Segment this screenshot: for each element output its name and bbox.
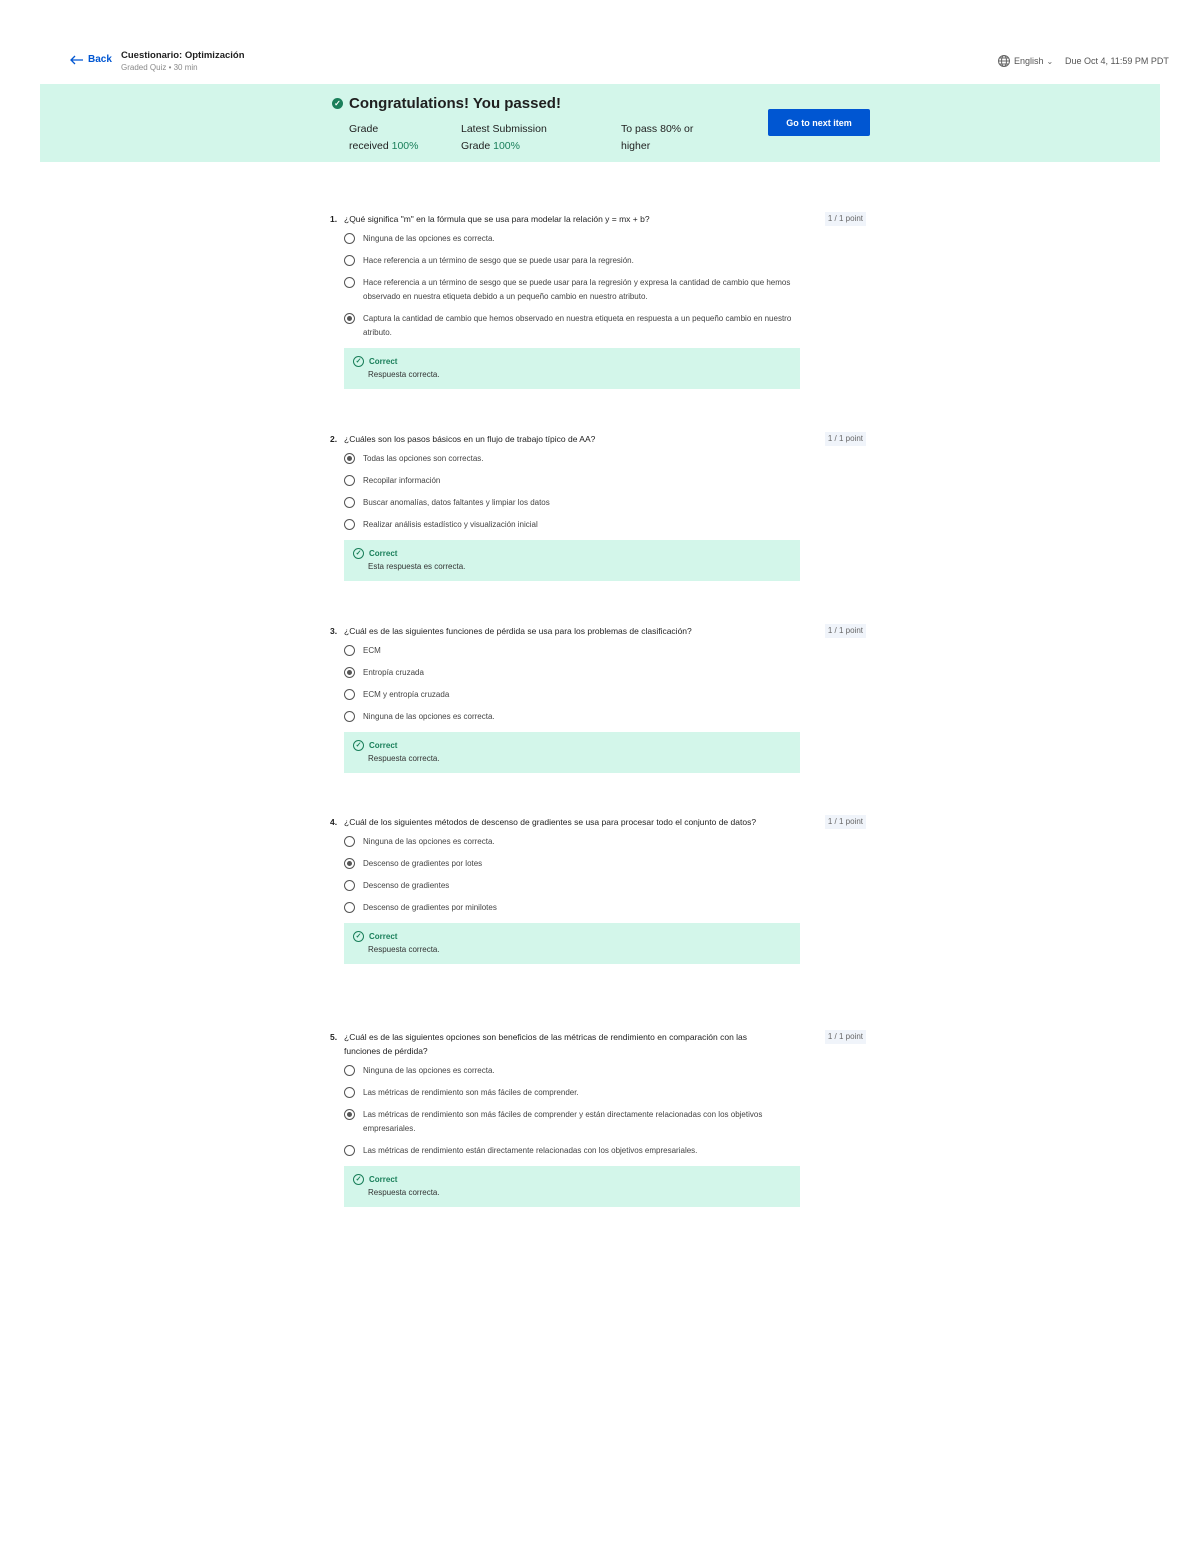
radio-button[interactable] [344,1065,355,1076]
go-to-next-item-button[interactable]: Go to next item [768,109,870,136]
answer-option[interactable] [344,254,870,268]
option-label: Buscar anomalías, datos faltantes y limpiar los datos [363,498,550,507]
radio-button[interactable] [344,255,355,266]
quiz-title: Cuestionario: Optimización [121,50,245,61]
option-label: Descenso de gradientes por lotes [363,859,483,868]
answer-option[interactable] [344,666,870,680]
radio-button[interactable] [344,880,355,891]
radio-button[interactable] [344,519,355,530]
answer-options [330,232,870,340]
option-label: Hace referencia a un término de sesgo que se puede usar para la regresión y expresa la cantidad de cambio que hemos observado en nuestra etiqueta debido a un pequeño cambio en nuestro atributo. [363,278,791,301]
answer-options [330,1064,870,1158]
radio-button[interactable] [344,497,355,508]
question-1 [330,212,870,389]
feedback-text: Respuesta correcta. [368,754,440,763]
option-label: Ninguna de las opciones es correcta. [363,1066,495,1075]
back-link[interactable] [70,54,112,65]
option-label: Captura la cantidad de cambio que hemos observado en nuestra etiqueta en respuesta a un pequeño cambio en nuestro atributo. [363,314,792,337]
globe-icon [997,54,1011,68]
feedback-box [344,348,800,389]
question-points: 1 / 1 point [825,624,866,638]
answer-option[interactable] [344,452,870,466]
answer-option[interactable] [344,879,870,893]
answer-option[interactable] [344,835,870,849]
check-icon: ✓ [353,356,364,367]
option-label: Descenso de gradientes por minilotes [363,903,497,912]
question-text: ¿Cuáles son los pasos básicos en un flujo de trabajo típico de AA? [344,434,596,444]
check-icon: ✓ [353,740,364,751]
radio-button[interactable] [344,233,355,244]
option-label: Descenso de gradientes [363,881,450,890]
feedback-title: Correct [369,549,398,558]
answer-option[interactable] [344,276,870,304]
question-text: ¿Cuál es de las siguientes funciones de pérdida se usa para los problemas de clasificación? [344,626,692,636]
radio-button[interactable] [344,836,355,847]
grade-received-label: Grade [349,123,379,135]
radio-button[interactable] [344,277,355,288]
question-4 [330,815,870,964]
question-number: 5. [330,1032,338,1042]
answer-option[interactable] [344,688,870,702]
question-number: 1. [330,214,338,224]
option-label: Las métricas de rendimiento son más fáciles de comprender y están directamente relacionadas con los objetivos empresariales. [363,1110,763,1133]
option-label: Hace referencia a un término de sesgo que se puede usar para la regresión. [363,256,634,265]
feedback-title: Correct [369,741,398,750]
feedback-box [344,732,800,773]
radio-button[interactable] [344,453,355,464]
pass-requirement [621,121,693,155]
grade-received-label-2: received [349,140,389,152]
option-label: Entropía cruzada [363,668,424,677]
feedback-title: Correct [369,932,398,941]
radio-button[interactable] [344,667,355,678]
radio-button[interactable] [344,689,355,700]
answer-option[interactable] [344,644,870,658]
question-points: 1 / 1 point [825,815,866,829]
question-points: 1 / 1 point [825,1030,866,1044]
question-3 [330,624,870,773]
language-label: English [1014,56,1044,66]
answer-option[interactable] [344,710,870,724]
feedback-box [344,1166,800,1207]
check-icon: ✓ [353,1174,364,1185]
answer-option[interactable] [344,857,870,871]
chevron-down-icon: ⌄ [1046,56,1054,66]
check-circle-icon: ✓ [332,98,343,109]
radio-button[interactable] [344,645,355,656]
radio-button[interactable] [344,313,355,324]
option-label: ECM y entropía cruzada [363,690,450,699]
radio-button[interactable] [344,1109,355,1120]
banner-title [332,95,561,112]
answer-option[interactable] [344,232,870,246]
quiz-subtitle: Graded Quiz • 30 min [121,63,198,72]
option-label: Realizar análisis estadístico y visualización inicial [363,520,538,529]
question-2 [330,432,870,581]
option-label: Recopilar información [363,476,441,485]
answer-options [330,452,870,532]
feedback-title: Correct [369,1175,398,1184]
question-5 [330,1030,870,1207]
feedback-box [344,540,800,581]
option-label: Ninguna de las opciones es correcta. [363,712,495,721]
latest-submission-label: Latest Submission [461,123,547,135]
feedback-text: Respuesta correcta. [368,370,440,379]
option-label: Las métricas de rendimiento son más fáciles de comprender. [363,1088,579,1097]
option-label: Ninguna de las opciones es correcta. [363,837,495,846]
feedback-text: Respuesta correcta. [368,945,440,954]
radio-button[interactable] [344,858,355,869]
answer-options [330,644,870,724]
question-points: 1 / 1 point [825,212,866,226]
answer-options [330,835,870,915]
banner-title-text: Congratulations! You passed! [349,95,561,112]
pass-requirement-text-2: higher [621,140,651,152]
answer-option[interactable] [344,1086,870,1100]
option-label: Todas las opciones son correctas. [363,454,484,463]
answer-option[interactable] [344,1144,870,1158]
answer-option[interactable] [344,901,870,915]
question-text: ¿Cuál de los siguientes métodos de descenso de gradientes se usa para procesar todo el conjunto de datos? [344,817,757,827]
radio-button[interactable] [344,711,355,722]
result-banner [40,84,1160,162]
answer-option[interactable] [344,496,870,510]
option-label: Ninguna de las opciones es correcta. [363,234,495,243]
question-text: ¿Cuál es de las siguientes opciones son beneficios de las métricas de rendimiento en comparación con las funciones de pérdida? [344,1032,748,1056]
radio-button[interactable] [344,475,355,486]
feedback-box [344,923,800,964]
grade-received [349,121,418,155]
check-icon: ✓ [353,548,364,559]
due-date: Due Oct 4, 11:59 PM PDT [1065,56,1169,66]
latest-submission-label-2: Grade [461,140,491,152]
feedback-text: Respuesta correcta. [368,1188,440,1197]
option-label: Las métricas de rendimiento están directamente relacionadas con los objetivos empresariales. [363,1146,698,1155]
feedback-text: Esta respuesta es correcta. [368,562,466,571]
arrow-left-icon [70,55,84,65]
answer-option[interactable] [344,518,870,532]
answer-option[interactable] [344,1064,870,1078]
grade-received-value: 100% [391,140,419,152]
radio-button[interactable] [344,902,355,913]
question-number: 3. [330,626,338,636]
language-selector[interactable] [997,54,1053,68]
top-bar [0,0,1200,84]
question-points: 1 / 1 point [825,432,866,446]
question-number: 4. [330,817,338,827]
option-label: ECM [363,646,381,655]
radio-button[interactable] [344,1087,355,1098]
question-number: 2. [330,434,338,444]
feedback-title: Correct [369,357,398,366]
latest-submission-grade [461,121,547,155]
latest-submission-value: 100% [493,140,520,152]
back-label: Back [88,54,112,65]
answer-option[interactable] [344,474,870,488]
pass-requirement-text: To pass 80% or [621,123,694,135]
answer-option[interactable] [344,1108,870,1136]
radio-button[interactable] [344,1145,355,1156]
check-icon: ✓ [353,931,364,942]
answer-option[interactable] [344,312,870,340]
question-text: ¿Qué significa "m" en la fórmula que se usa para modelar la relación y = mx + b? [344,214,650,224]
